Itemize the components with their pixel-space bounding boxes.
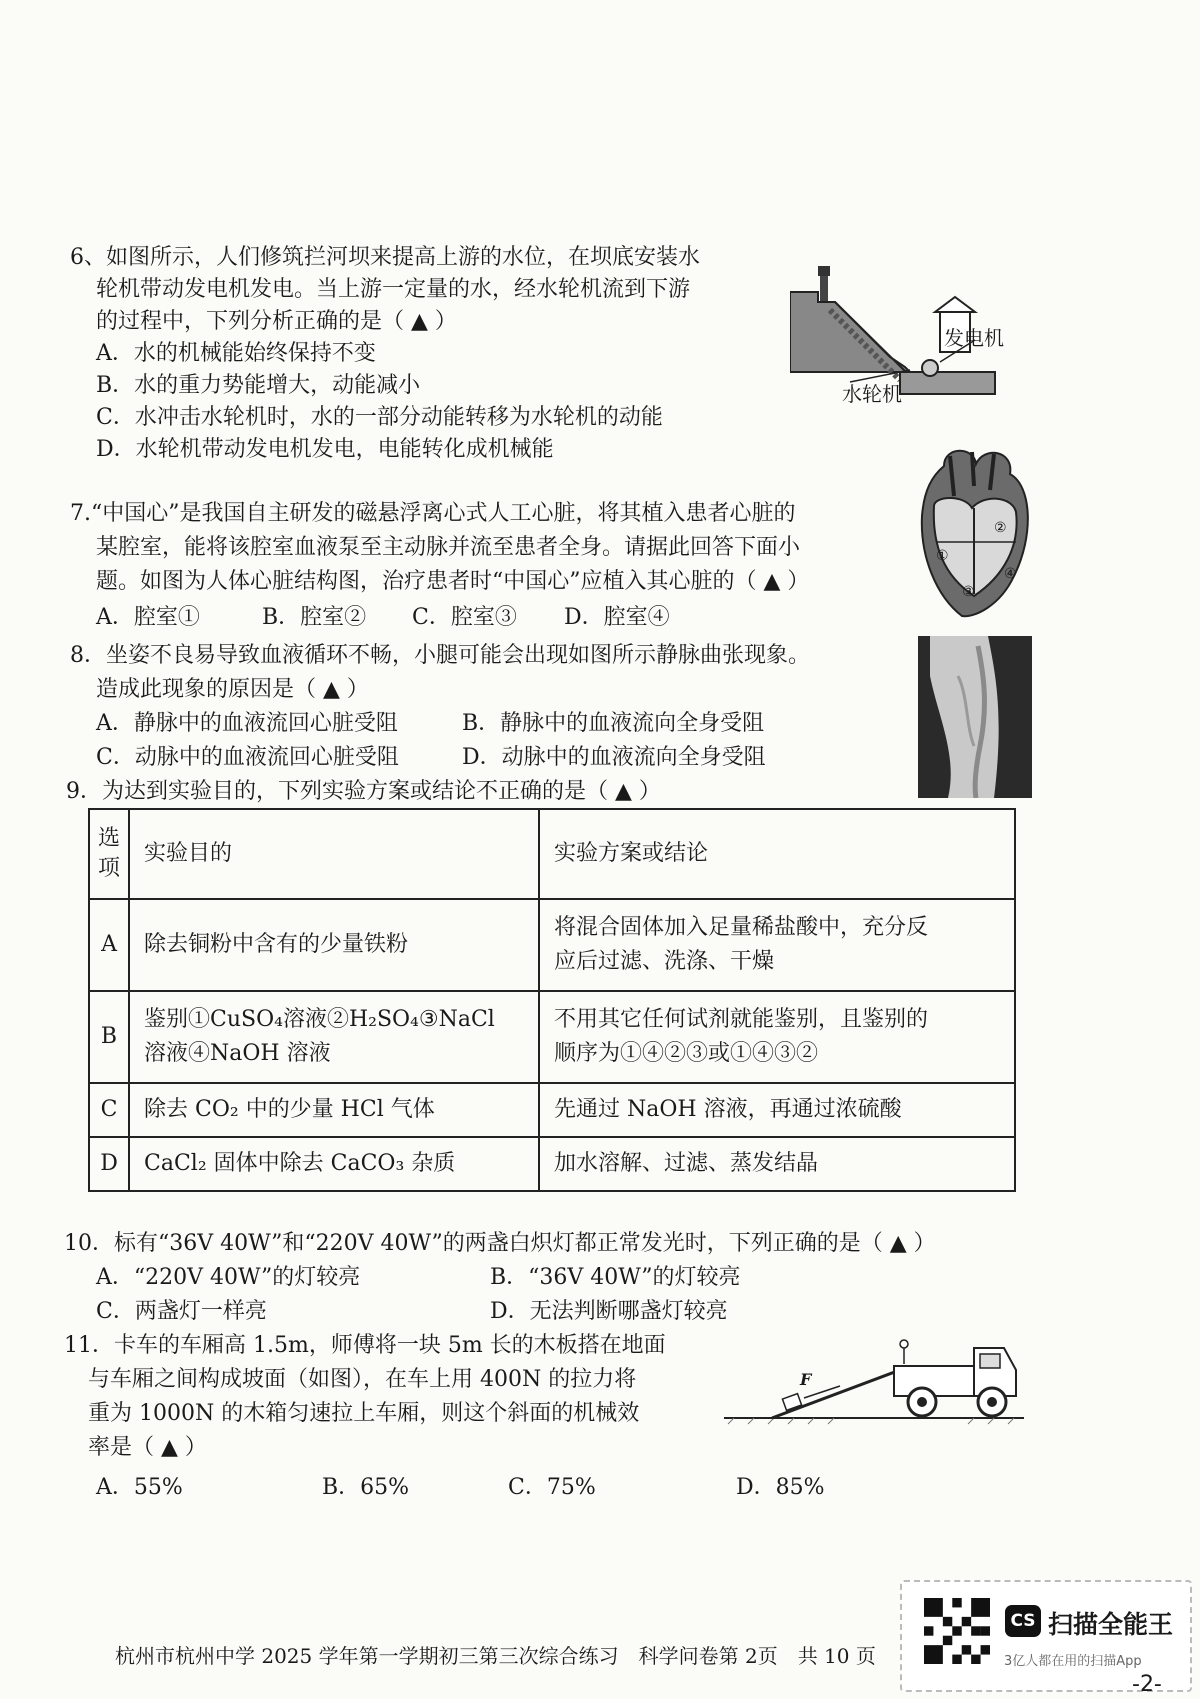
q6-stem-line-3: 的过程中，下列分析正确的是（ ▲ ） bbox=[96, 309, 457, 334]
q10-stem: 10．标有“36V 40W”和“220V 40W”的两盏白炽灯都正常发光时，下列正确的是（ ▲ ） bbox=[64, 1231, 936, 1256]
q10-option-a: A．“220V 40W”的灯较亮 bbox=[96, 1265, 361, 1290]
q11-stem-line-1: 11．卡车的车厢高 1.5m，师傅将一块 5m 长的木板搭在地面 bbox=[64, 1333, 666, 1358]
page-number: -2- bbox=[1132, 1672, 1162, 1697]
row-a-method-line-2: 应后过滤、洗涤、干燥 bbox=[554, 949, 775, 974]
page-footer: 杭州市杭州中学 2025 学年第一学期初三第三次综合练习 科学问卷第 2页 共 10 页 bbox=[115, 1644, 876, 1668]
q6-stem-line-2: 轮机带动发电机发电。当上游一定量的水，经水轮机流到下游 bbox=[96, 277, 691, 302]
q11-option-a: A．55% bbox=[96, 1475, 183, 1500]
heart-label-2: ② bbox=[994, 520, 1007, 536]
heart-figure bbox=[914, 446, 1036, 622]
row-b-method-line-1: 不用其它任何试剂就能鉴别，且鉴别的 bbox=[554, 1007, 929, 1032]
row-a-key: A bbox=[89, 899, 129, 991]
scanner-brand: 扫描全能王 bbox=[1048, 1610, 1174, 1639]
q10-option-b: B．“36V 40W”的灯较亮 bbox=[490, 1265, 741, 1290]
q7-stem-line-2: 某腔室，能将该腔室血液泵至主动脉并流至患者全身。请据此回答下面小 bbox=[96, 535, 801, 560]
q8-option-a: A．静脉中的血液流回心脏受阻 bbox=[96, 711, 398, 736]
row-d-purpose: CaCl₂ 固体中除去 CaCO₃ 杂质 bbox=[129, 1137, 539, 1191]
q8-option-d: D．动脉中的血液流向全身受阻 bbox=[462, 745, 766, 770]
heart-label-3: ③ bbox=[962, 584, 975, 600]
q6-option-d: D．水轮机带动发电机发电，电能转化成机械能 bbox=[96, 437, 554, 462]
force-label: F bbox=[800, 1370, 812, 1389]
q7-option-d: D．腔室④ bbox=[564, 605, 670, 630]
qr-code-icon bbox=[924, 1598, 990, 1664]
table-header-row bbox=[89, 809, 1015, 899]
q11-stem-line-4: 率是（ ▲ ） bbox=[88, 1435, 207, 1460]
q9-stem: 9．为达到实验目的，下列实验方案或结论不正确的是（ ▲ ） bbox=[66, 779, 661, 804]
row-a-method bbox=[539, 899, 1015, 991]
q10-option-c: C．两盏灯一样亮 bbox=[96, 1299, 267, 1324]
header-option-line-2: 项 bbox=[98, 856, 121, 881]
experiment-table bbox=[88, 808, 1016, 1192]
q7-stem-line-3: 题。如图为人体心脏结构图，治疗患者时“中国心”应植入其心脏的（ ▲ ） bbox=[96, 569, 810, 594]
table-row bbox=[89, 991, 1015, 1083]
q7-stem-line-1: 7.“中国心”是我国自主研发的磁悬浮离心式人工心脏，将其植入患者心脏的 bbox=[70, 501, 796, 526]
camscanner-logo-icon: CS bbox=[1005, 1605, 1041, 1637]
row-b-purpose bbox=[129, 991, 539, 1083]
table-row bbox=[89, 899, 1015, 991]
q10-option-d: D．无法判断哪盏灯较亮 bbox=[490, 1299, 728, 1324]
q11-option-b: B．65% bbox=[322, 1475, 410, 1500]
q7-option-b: B．腔室② bbox=[262, 605, 367, 630]
q8-option-c: C．动脉中的血液流回心脏受阻 bbox=[96, 745, 399, 770]
fig-label-turbine: 水轮机 bbox=[842, 382, 902, 406]
q6-option-a: A．水的机械能始终保持不变 bbox=[96, 341, 376, 366]
row-b-method bbox=[539, 991, 1015, 1083]
heart-label-1: ① bbox=[936, 548, 949, 564]
row-c-key: C bbox=[89, 1083, 129, 1137]
q8-option-b: B．静脉中的血液流向全身受阻 bbox=[462, 711, 765, 736]
q8-stem-line-2: 造成此现象的原因是（ ▲ ） bbox=[96, 677, 369, 702]
fig-label-generator: 发电机 bbox=[944, 326, 1004, 350]
varicose-vein-photo bbox=[918, 636, 1032, 798]
truck-ramp-figure bbox=[724, 1336, 1024, 1426]
q6-option-c: C．水冲击水轮机时，水的一部分动能转移为水轮机的动能 bbox=[96, 405, 663, 430]
table-row bbox=[89, 1137, 1015, 1191]
row-d-key: D bbox=[89, 1137, 129, 1191]
header-purpose: 实验目的 bbox=[129, 809, 539, 899]
scanner-tagline: 3亿人都在用的扫描App bbox=[1004, 1654, 1142, 1669]
row-b-purpose-line-2: 溶液④NaOH 溶液 bbox=[144, 1041, 331, 1066]
q6-option-b: B．水的重力势能增大，动能减小 bbox=[96, 373, 421, 398]
q11-stem-line-3: 重为 1000N 的木箱匀速拉上车厢，则这个斜面的机械效 bbox=[88, 1401, 640, 1426]
row-c-purpose: 除去 CO₂ 中的少量 HCl 气体 bbox=[129, 1083, 539, 1137]
q7-option-a: A．腔室① bbox=[96, 605, 200, 630]
q11-stem-line-2: 与车厢之间构成坡面（如图），在车上用 400N 的拉力将 bbox=[88, 1367, 637, 1392]
q11-option-c: C．75% bbox=[508, 1475, 596, 1500]
heart-label-4: ④ bbox=[1004, 566, 1017, 582]
row-a-purpose: 除去铜粉中含有的少量铁粉 bbox=[129, 899, 539, 991]
row-b-purpose-line-1: 鉴别①CuSO₄溶液②H₂SO₄③NaCl bbox=[144, 1007, 495, 1032]
q11-option-d: D．85% bbox=[736, 1475, 825, 1500]
row-a-method-line-1: 将混合固体加入足量稀盐酸中，充分反 bbox=[554, 915, 929, 940]
q7-option-c: C．腔室③ bbox=[412, 605, 517, 630]
q8-stem-line-1: 8．坐姿不良易导致血液循环不畅，小腿可能会出现如图所示静脉曲张现象。 bbox=[70, 643, 810, 668]
header-method: 实验方案或结论 bbox=[539, 809, 1015, 899]
header-option-line-1: 选 bbox=[98, 826, 121, 851]
row-b-method-line-2: 顺序为①④②③或①④③② bbox=[554, 1041, 819, 1066]
row-c-method: 先通过 NaOH 溶液，再通过浓硫酸 bbox=[539, 1083, 1015, 1137]
row-d-method: 加水溶解、过滤、蒸发结晶 bbox=[539, 1137, 1015, 1191]
table-row bbox=[89, 1083, 1015, 1137]
row-b-key: B bbox=[89, 991, 129, 1083]
q6-stem-line-1: 6、如图所示，人们修筑拦河坝来提高上游的水位，在坝底安装水 bbox=[70, 245, 700, 270]
header-option bbox=[89, 809, 129, 899]
